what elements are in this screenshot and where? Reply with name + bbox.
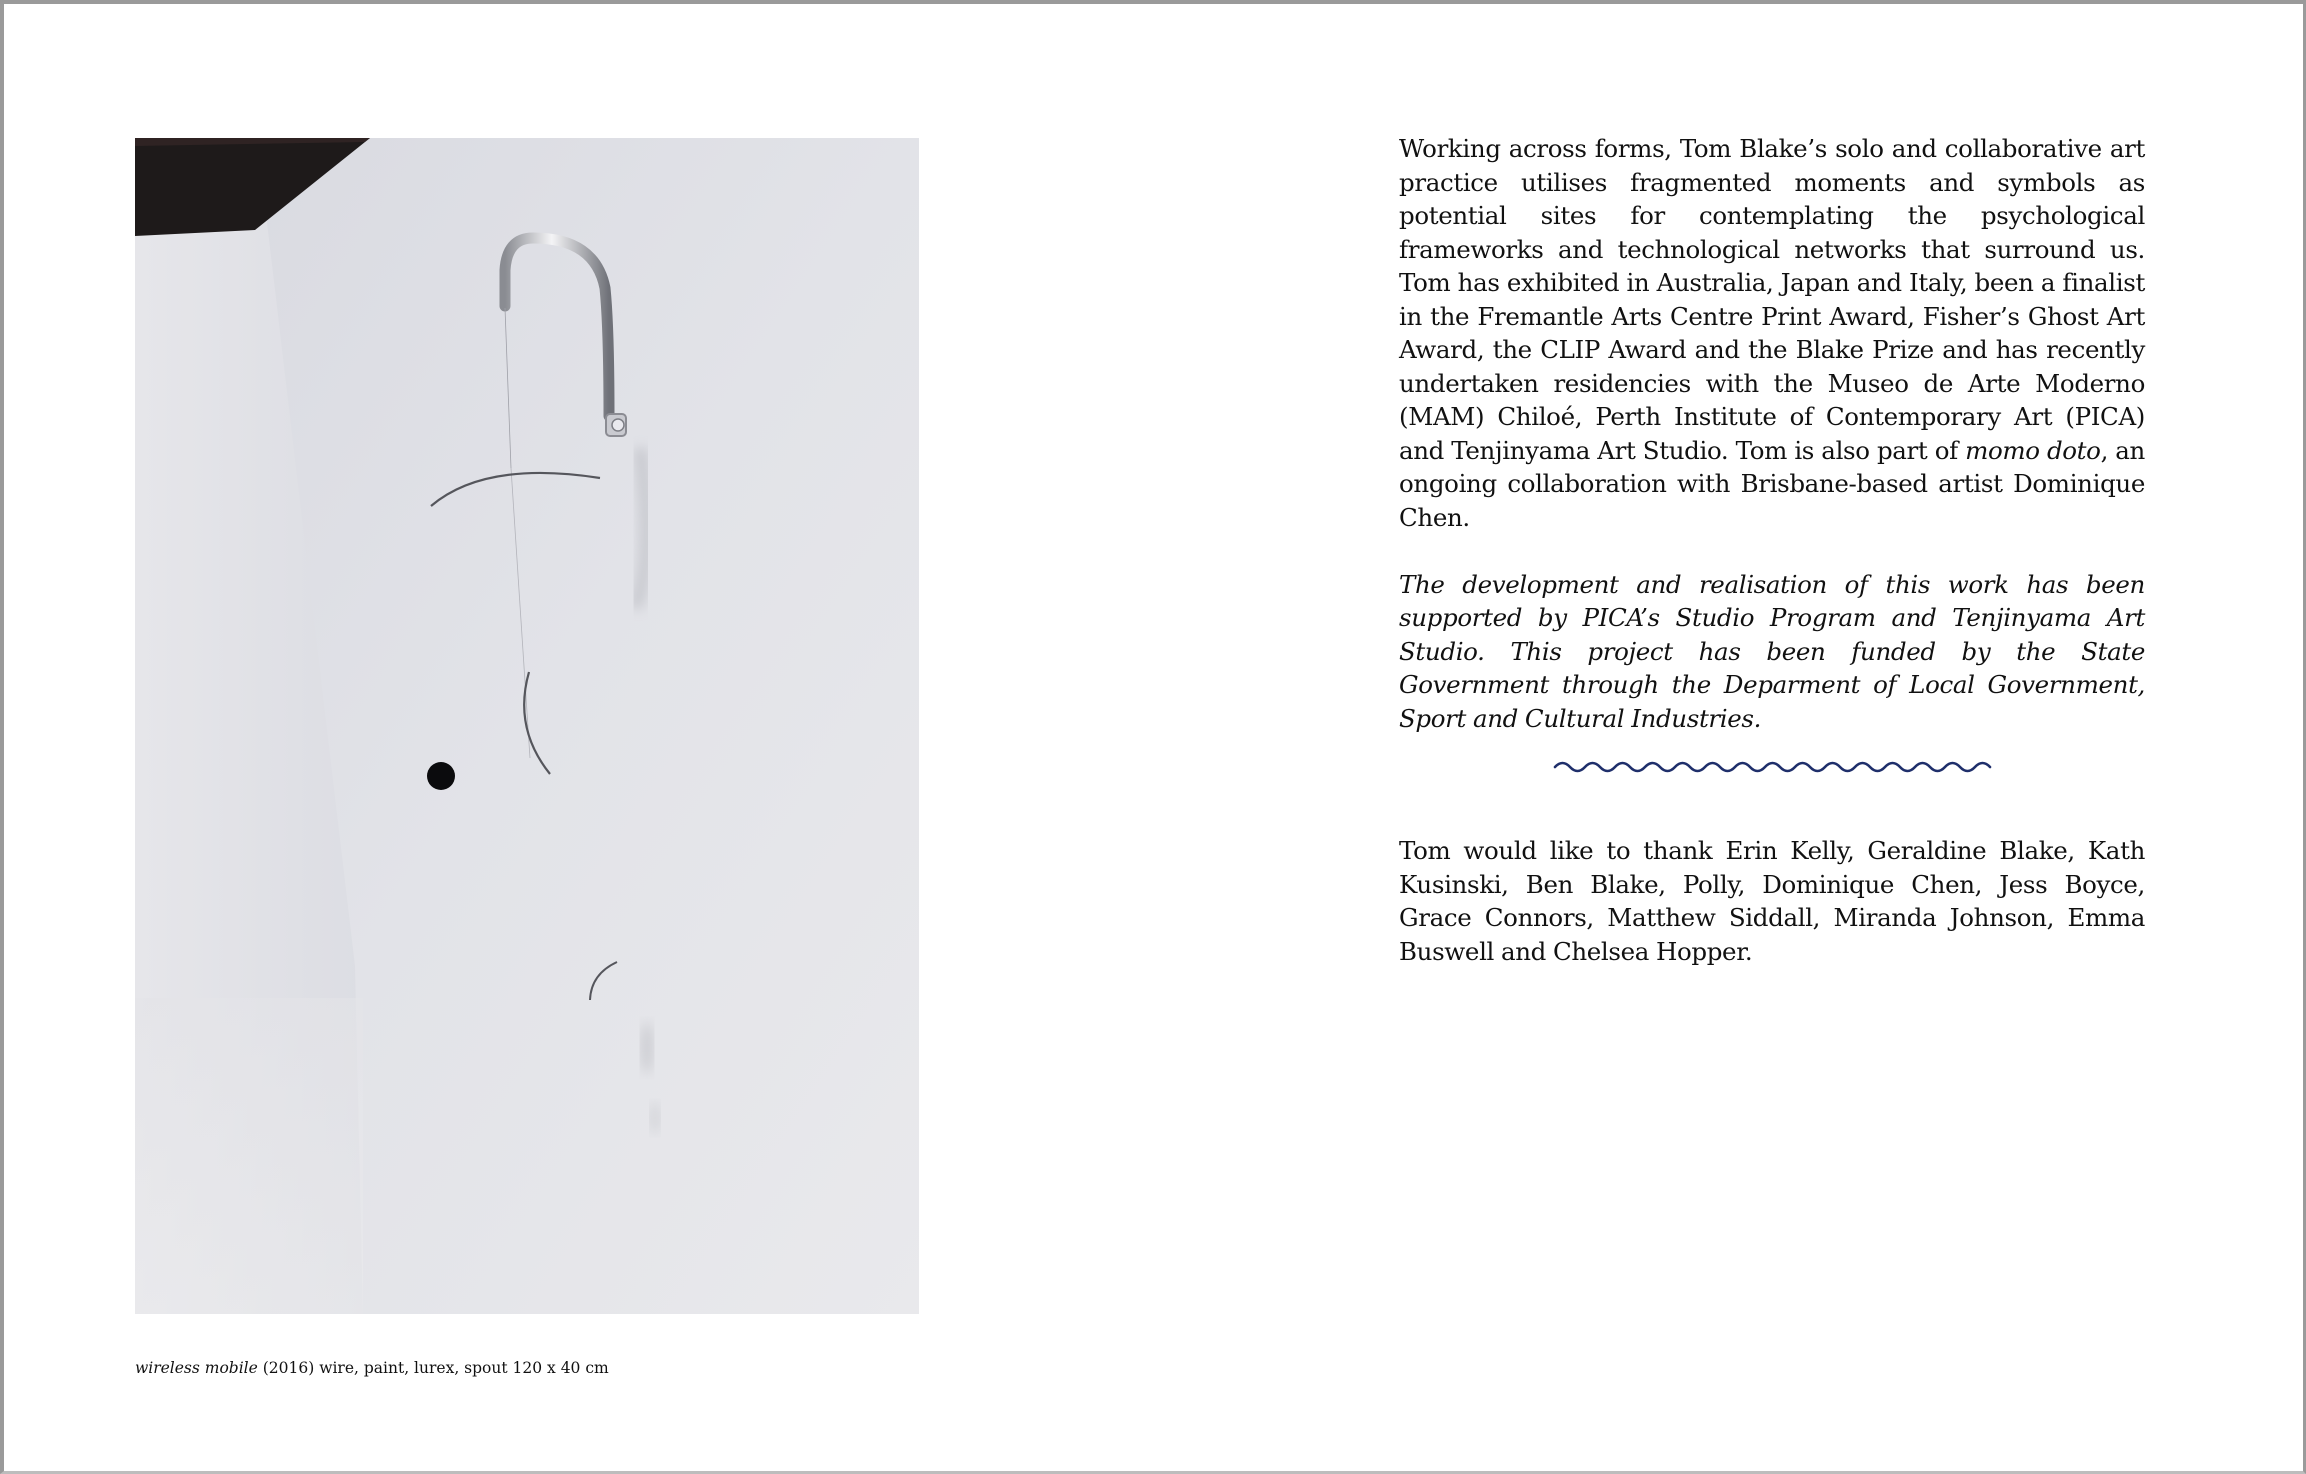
acknowledgements: Tom would like to thank Erin Kelly, Geraldine Blake, Kath Kusinski, Ben Blake, Polly, Dominique Chen, Jess Boyce, Grace Connors, Matthew Siddall, Miranda Johnson, Emma Buswell and Chelsea Hopper. xyxy=(1399,836,2145,966)
artist-bio-text: Working across forms, Tom Blake’s solo and collaborative art practice utilises fragmented moments and symbols as potential sites for contemplating the psychological frameworks and technological networks that surround us. Tom has exhibited in Australia, Japan and Italy, been a finalist in the Fremantle Arts Centre Print Award, Fisher’s Ghost Art Award, the CLIP Award and the Blake Prize and has recently undertaken residencies with the Museo de Arte Moderno (MAM) Chiloé, Perth Institute of Contemporary Art (PICA) and Tenjinyama Art Studio. Tom is also part of xyxy=(1399,134,2145,465)
artwork-title: wireless mobile xyxy=(135,1359,258,1377)
wavy-divider-line xyxy=(1555,763,1990,771)
text-column xyxy=(1399,132,2145,735)
artwork-details: (2016) wire, paint, lurex, spout 120 x 40 cm xyxy=(257,1359,609,1377)
artist-bio-text-end: , an ongoing collaboration with Brisbane-based artist Dominique Chen. xyxy=(1399,435,2145,532)
support-note: The development and realisation of this work has been supported by PICA’s Studio Program and Tenjinyama Art Studio. This project has been funded by the State Government through the Deparment of Local Government, Sport and Cultural Industries. xyxy=(1399,569,2145,733)
artwork-photo xyxy=(135,138,919,1314)
artist-bio-project: momo doto xyxy=(1965,435,2101,465)
artist-bio xyxy=(1399,132,2145,534)
artwork-caption xyxy=(135,1359,609,1377)
wavy-divider xyxy=(1552,756,1992,778)
